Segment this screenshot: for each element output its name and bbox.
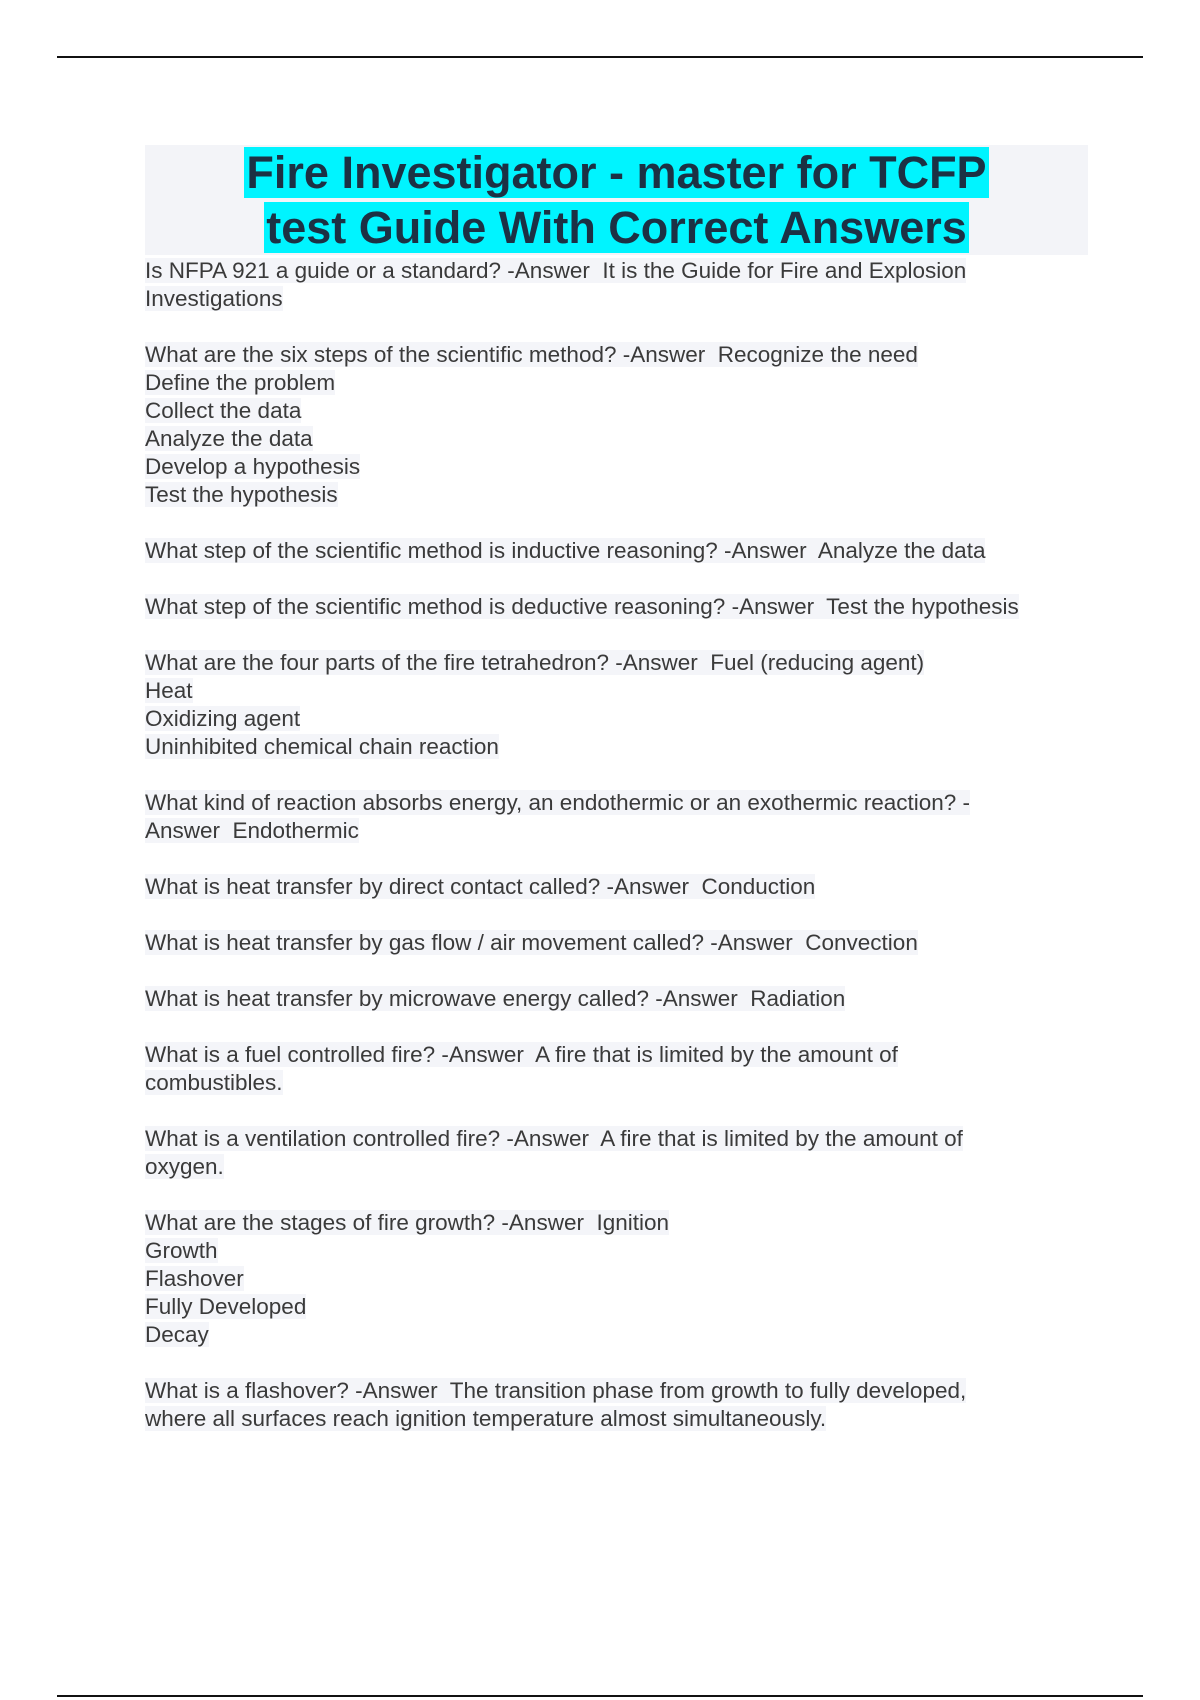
qa-item [145,1041,1095,1097]
qa-answer-line: Define the problem [145,370,336,395]
qa-item [145,257,1095,313]
qa-item [145,789,1095,845]
qa-answer-line: Develop a hypothesis [145,454,361,479]
qa-answer-line: Flashover [145,1266,244,1291]
qa-answer-line: Decay [145,1322,209,1347]
qa-question-line: What are the four parts of the fire tetrahedron? -Answer Fuel (reducing agent) [145,650,925,675]
qa-item [145,873,1095,901]
title-line-2: test Guide With Correct Answers [266,202,967,253]
qa-answer-line: oxygen. [145,1154,224,1179]
qa-answer-line: where all surfaces reach ignition temperature almost simultaneously. [145,1406,827,1431]
qa-question-line: What are the six steps of the scientific method? -Answer Recognize the need [145,342,918,367]
qa-item [145,593,1095,621]
qa-answer-line: Growth [145,1238,218,1263]
qa-item [145,537,1095,565]
qa-question-line: What is a ventilation controlled fire? -Answer A fire that is limited by the amount of [145,1126,963,1151]
qa-item [145,341,1095,509]
qa-answer-line: Heat [145,678,193,703]
qa-answer-line: combustibles. [145,1070,283,1095]
qa-item [145,1209,1095,1349]
qa-answer-line: Oxidizing agent [145,706,301,731]
qa-question-line: What kind of reaction absorbs energy, an endothermic or an exothermic reaction? - [145,790,971,815]
qa-question-line: What is a fuel controlled fire? -Answer A fire that is limited by the amount of [145,1042,898,1067]
qa-answer-line: Answer Endothermic [145,818,359,843]
qa-answer-line: Uninhibited chemical chain reaction [145,734,499,759]
qa-item [145,649,1095,761]
top-rule [57,56,1143,58]
qa-answer-line: Collect the data [145,398,302,423]
title-line-1: Fire Investigator - master for TCFP [246,147,987,198]
qa-question-line: What is a flashover? -Answer The transition phase from growth to fully developed, [145,1378,967,1403]
bottom-rule [57,1695,1143,1697]
qa-answer-line: Test the hypothesis [145,482,338,507]
document-title [145,145,1088,255]
qa-item [145,929,1095,957]
qa-question-line: What is heat transfer by direct contact called? -Answer Conduction [145,874,816,899]
qa-question-line: Is NFPA 921 a guide or a standard? -Answer It is the Guide for Fire and Explosion [145,258,967,283]
qa-question-line: What step of the scientific method is deductive reasoning? -Answer Test the hypothesis [145,594,1019,619]
qa-question-line: What is heat transfer by microwave energy called? -Answer Radiation [145,986,846,1011]
qa-item [145,1377,1095,1433]
qa-question-line: What step of the scientific method is inductive reasoning? -Answer Analyze the data [145,538,986,563]
qa-answer-line: Fully Developed [145,1294,307,1319]
qa-list [145,257,1095,1461]
qa-answer-line: Analyze the data [145,426,313,451]
qa-answer-line: Investigations [145,286,283,311]
qa-question-line: What is heat transfer by gas flow / air movement called? -Answer Convection [145,930,918,955]
qa-item [145,985,1095,1013]
qa-question-line: What are the stages of fire growth? -Answer Ignition [145,1210,670,1235]
qa-item [145,1125,1095,1181]
